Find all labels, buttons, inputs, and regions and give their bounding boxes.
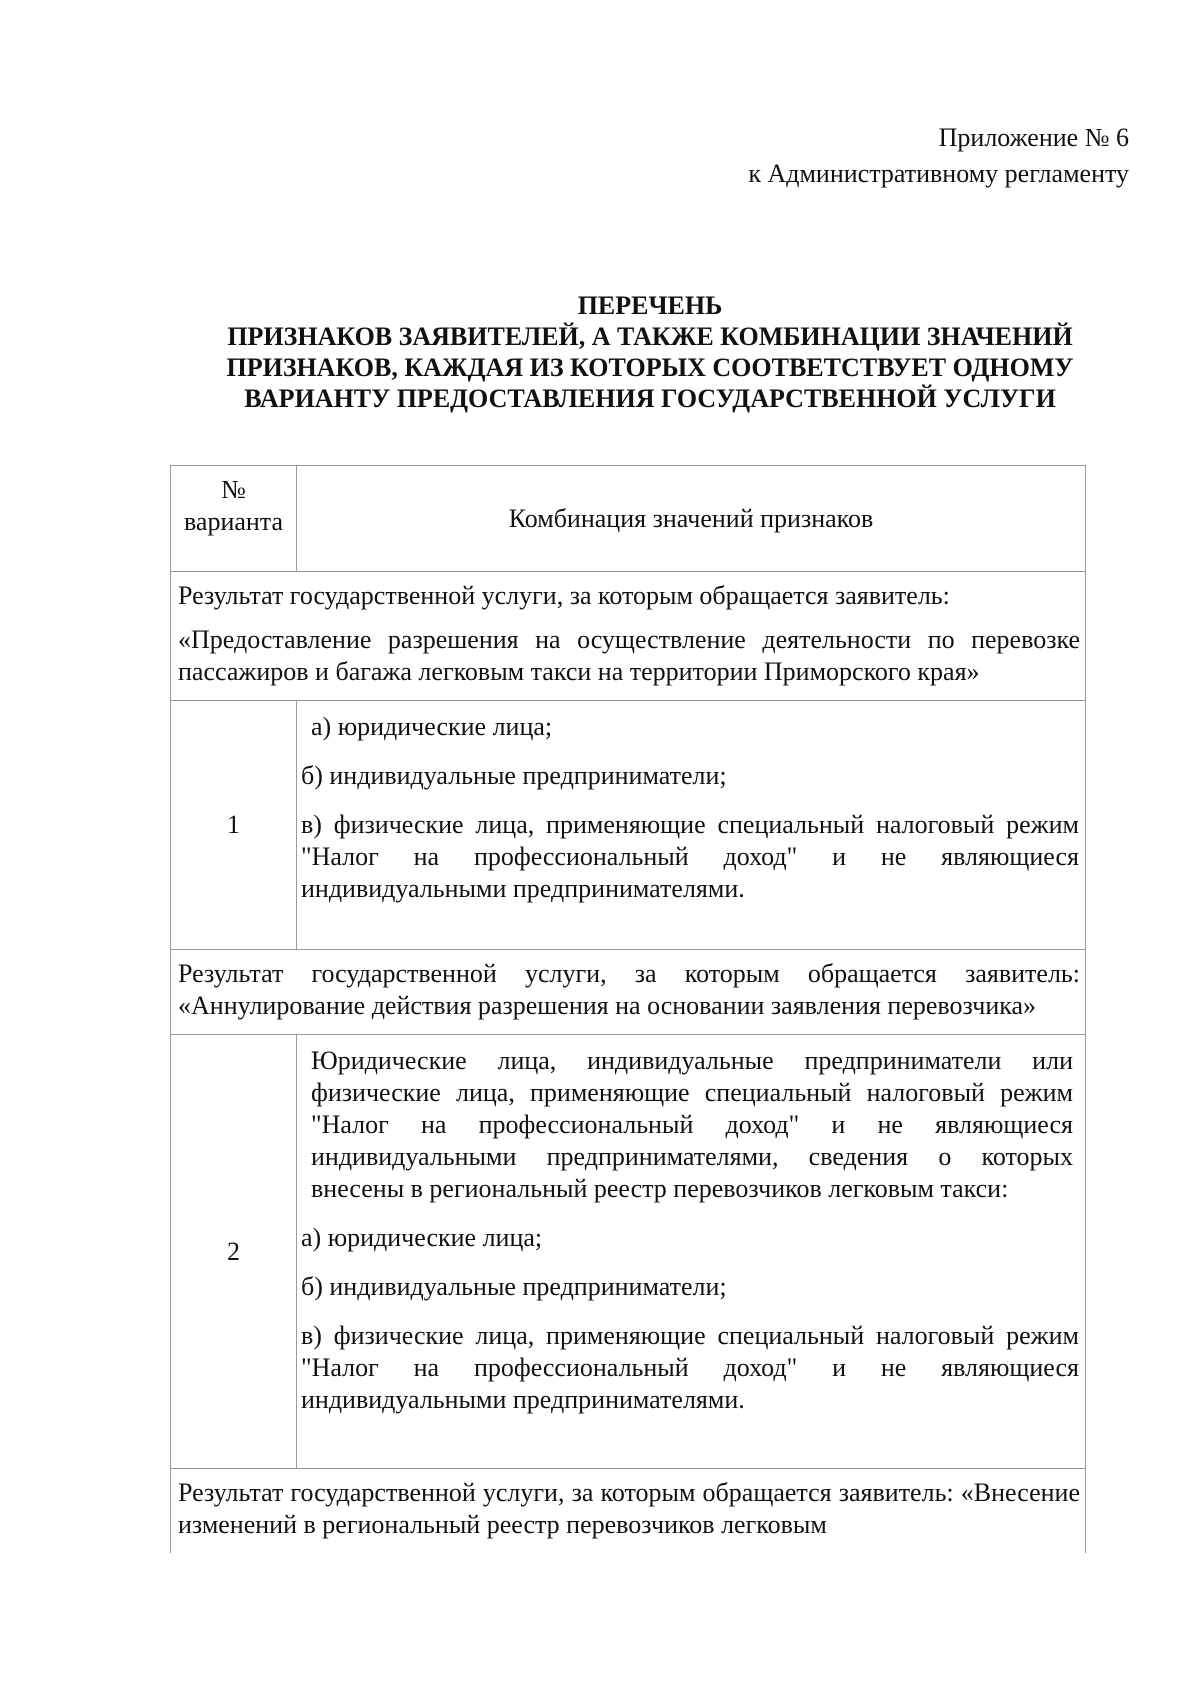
header-combination: Комбинация значений признаков xyxy=(297,466,1086,572)
result-1-name: «Предоставление разрешения на осуществление деятельности по перевозке пассажиров и багажа легковым такси на территории Приморского края» xyxy=(178,625,1080,686)
title-line-2: ПРИЗНАКОВ ЗАЯВИТЕЛЕЙ, А ТАКЖЕ КОМБИНАЦИИ ЗНАЧЕНИЙ xyxy=(227,322,1073,351)
variant-1-item-a: а) юридические лица; xyxy=(311,712,553,741)
result-row-1 xyxy=(171,572,1086,701)
variant-row-2 xyxy=(171,1035,1086,1469)
appendix-number: Приложение № 6 xyxy=(938,123,1129,152)
result-2-text: Результат государственной услуги, за которым обращается заявитель: «Аннулирование действия разрешения на основании заявления перевозчика» xyxy=(178,959,1080,1020)
title-line-4: ВАРИАНТУ ПРЕДОСТАВЛЕНИЯ ГОСУДАРСТВЕННОЙ УСЛУГИ xyxy=(244,384,1056,413)
appendix-reference: к Административному регламенту xyxy=(748,159,1129,188)
title-line-1: ПЕРЕЧЕНЬ xyxy=(577,291,723,320)
variant-1-item-c: в) физические лица, применяющие специальный налоговый режим "Налог на профессиональный доход" и не являющиеся индивидуальными предпринимателями. xyxy=(301,810,1079,903)
result-row-3 xyxy=(171,1469,1086,1554)
appendix-header xyxy=(748,120,1129,192)
variant-row-1 xyxy=(171,701,1086,950)
variant-2-number: 2 xyxy=(171,1035,297,1469)
result-3-text: Результат государственной услуги, за которым обращается заявитель: «Внесение изменений в региональный реестр перевозчиков легковым xyxy=(178,1478,1080,1539)
variant-2-lead: Юридические лица, индивидуальные предприниматели или физические лица, применяющие специальный налоговый режим "Налог на профессиональный доход" и не являющиеся индивидуальными предпринимателями, сведения о которых внесены в региональный реестр перевозчиков легковым такси: xyxy=(311,1046,1073,1203)
variants-table xyxy=(170,465,1086,1553)
variant-1-criteria xyxy=(297,701,1086,950)
table-header-row xyxy=(171,466,1086,572)
result-1-label: Результат государственной услуги, за которым обращается заявитель: xyxy=(178,581,950,610)
variant-1-number: 1 xyxy=(171,701,297,950)
variant-2-item-a: а) юридические лица; xyxy=(301,1223,543,1252)
variant-2-item-b: б) индивидуальные предприниматели; xyxy=(301,1272,727,1301)
document-title xyxy=(150,290,1150,414)
variant-2-item-c: в) физические лица, применяющие специальный налоговый режим "Налог на профессиональный доход" и не являющиеся индивидуальными предпринимателями. xyxy=(301,1321,1079,1414)
header-variant-number: № варианта xyxy=(171,466,297,572)
variant-1-item-b: б) индивидуальные предприниматели; xyxy=(301,761,727,790)
title-line-3: ПРИЗНАКОВ, КАЖДАЯ ИЗ КОТОРЫХ СООТВЕТСТВУЕТ ОДНОМУ xyxy=(226,353,1074,382)
variant-2-criteria xyxy=(297,1035,1086,1469)
result-row-2 xyxy=(171,950,1086,1035)
